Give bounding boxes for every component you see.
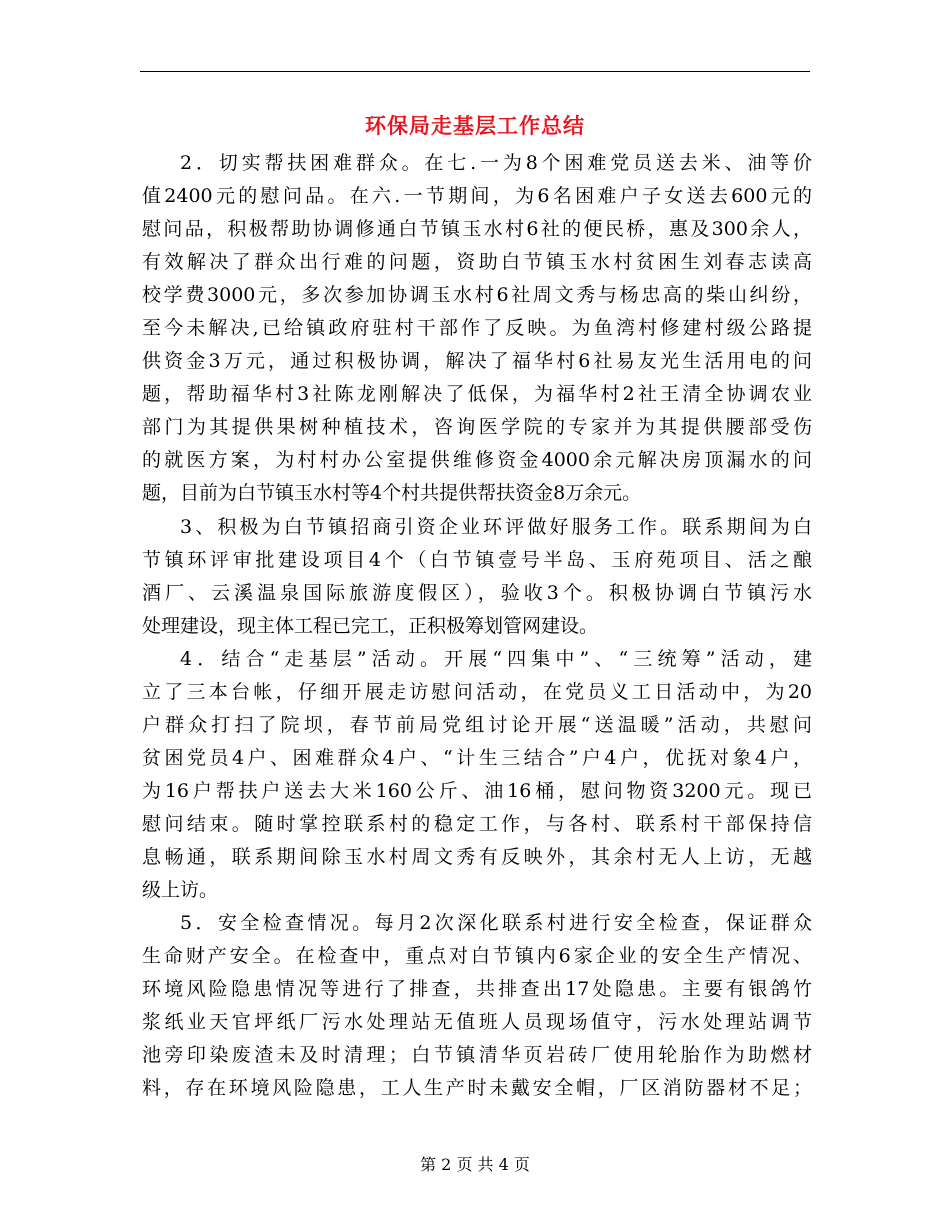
paragraph-2-line-4: 处理建设，现主体工程已完工，正积极筹划管网建设。 xyxy=(142,614,599,637)
paragraph-1-line-7: 供资金3万元，通过积极协调，解决了福华村6社易友光生活用电的问 xyxy=(142,350,812,373)
paragraph-2-line-3: 酒厂、云溪温泉国际旅游度假区），验收3个。积极协调白节镇污水 xyxy=(142,581,812,604)
header-rule xyxy=(140,71,810,72)
document-title: 环保局走基层工作总结 xyxy=(365,113,585,138)
paragraph-1-line-5: 校学费3000元，多次参加协调玉水村6社周文秀与杨忠高的柴山纠纷， xyxy=(142,284,812,307)
paragraph-1-line-3: 慰问品，积极帮助协调修通白节镇玉水村6社的便民桥，惠及300余人， xyxy=(142,218,812,241)
paragraph-1-line-1: 2．切实帮扶困难群众。在七.一为8个困难党员送去米、油等价 xyxy=(180,152,812,174)
paragraph-1-line-4: 有效解决了群众出行难的问题，资助白节镇玉水村贫困生刘春志读高 xyxy=(142,251,812,274)
page-footer: 第 2 页 共 4 页 xyxy=(420,1155,530,1174)
paragraph-3-line-1: 4．结合“走基层”活动。开展“四集中”、“三统筹”活动，建 xyxy=(180,647,812,670)
paragraph-3-line-5: 为16户帮扶户送去大米160公斤、油16桶，慰问物资3200元。现已 xyxy=(142,779,812,802)
paragraph-3-line-2: 立了三本台帐，仔细开展走访慰问活动，在党员义工日活动中，为20 xyxy=(142,680,812,703)
paragraph-4-line-1: 5．安全检查情况。每月2次深化联系村进行安全检查，保证群众 xyxy=(180,912,812,935)
paragraph-4-line-3: 环境风险隐患情况等进行了排查，共排查出17处隐患。主要有银鸽竹 xyxy=(142,978,812,1001)
paragraph-1-line-6: 至今未解决,已给镇政府驻村干部作了反映。为鱼湾村修建村级公路提 xyxy=(142,317,812,340)
document-body xyxy=(142,147,812,1105)
paragraph-1-line-10: 的就医方案，为村村办公室提供维修资金4000余元解决房顶漏水的问 xyxy=(142,449,812,472)
paragraph-3-line-4: 贫困党员4户、困难群众4户、“计生三结合”户4户，优抚对象4户， xyxy=(142,746,812,769)
paragraph-3-line-8: 级上访。 xyxy=(142,879,219,902)
paragraph-1-line-9: 部门为其提供果树种植技术，咨询医学院的专家并为其提供腰部受伤 xyxy=(142,416,812,439)
paragraph-4-line-4: 浆纸业天官坪纸厂污水处理站无值班人员现场值守，污水处理站调节 xyxy=(142,1011,812,1034)
paragraph-3-line-6: 慰问结束。随时掌控联系村的稳定工作，与各村、联系村干部保持信 xyxy=(142,812,812,835)
paragraph-4-line-5: 池旁印染废渣未及时清理；白节镇清华页岩砖厂使用轮胎作为助燃材 xyxy=(142,1044,812,1067)
paragraph-2-line-2: 节镇环评审批建设项目4个（白节镇壹号半岛、玉府苑项目、活之酿 xyxy=(142,548,812,571)
paragraph-1-line-2: 值2400元的慰问品。在六.一节期间，为6名困难户子女送去600元的 xyxy=(142,185,812,208)
paragraph-3-line-7: 息畅通，联系期间除玉水村周文秀有反映外，其余村无人上访，无越 xyxy=(142,845,812,868)
paragraph-4-line-2: 生命财产安全。在检查中，重点对白节镇内6家企业的安全生产情况、 xyxy=(142,945,812,968)
paragraph-1-line-8: 题，帮助福华村3社陈龙刚解决了低保，为福华村2社王清全协调农业 xyxy=(142,383,812,406)
paragraph-1-line-11: 题，目前为白节镇玉水村等4个村共提供帮扶资金8万余元。 xyxy=(142,482,642,505)
paragraph-3-line-3: 户群众打扫了院坝，春节前局党组讨论开展“送温暖”活动，共慰问 xyxy=(142,713,812,736)
paragraph-2-line-1: 3、积极为白节镇招商引资企业环评做好服务工作。联系期间为白 xyxy=(180,515,812,538)
paragraph-4-line-6: 料，存在环境风险隐患，工人生产时未戴安全帽，厂区消防器材不足； xyxy=(142,1077,812,1100)
